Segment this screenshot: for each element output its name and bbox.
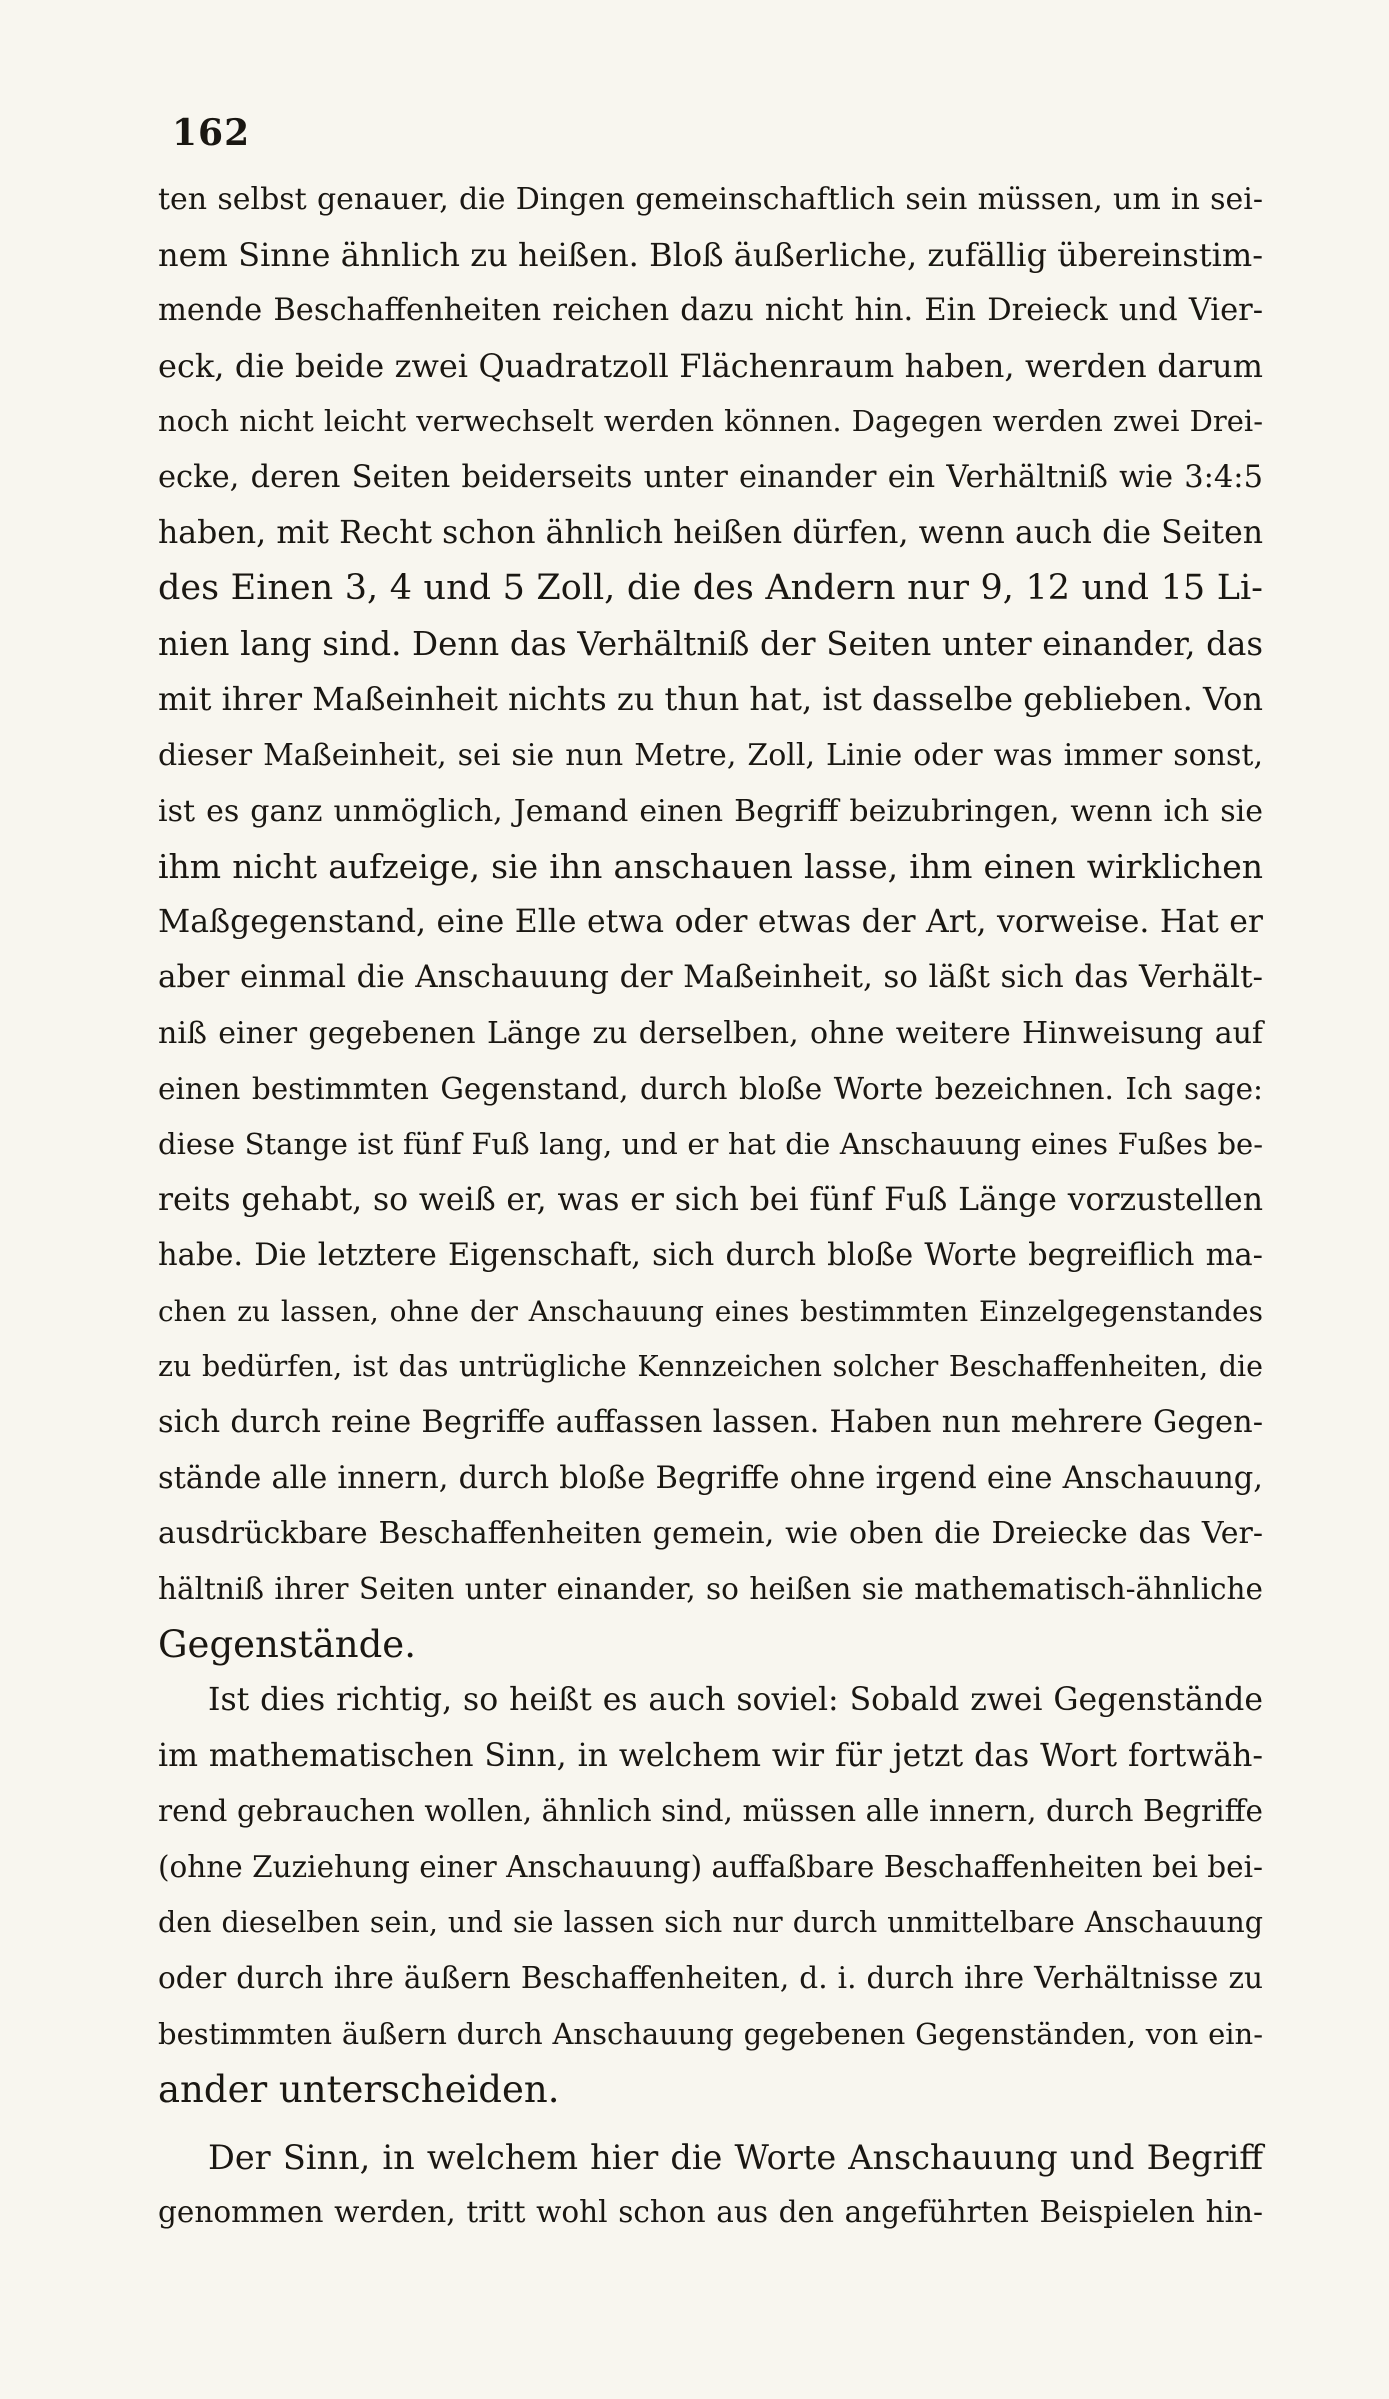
text-line: nien lang sind. Denn das Verhältniß der Seiten unter einander, das	[158, 624, 1263, 663]
text-line: hältniß ihrer Seiten unter einander, so heißen sie mathematisch-ähnliche	[158, 1571, 1263, 1606]
body-text	[158, 172, 1263, 2241]
text-line: ten selbst genauer, die Dingen gemeinschaftlich sein müssen, um in sei-	[158, 182, 1263, 217]
text-line: mende Beschaffenheiten reichen dazu nicht hin. Ein Dreieck und Vier-	[158, 293, 1263, 329]
text-line: einen bestimmten Gegenstand, durch bloße Worte bezeichnen. Ich sage:	[158, 1071, 1263, 1106]
text-line: Ist dies richtig, so heißt es auch soviel: Sobald zwei Gegenstände	[208, 1682, 1263, 1719]
text-line: ander unterscheiden.	[158, 2068, 560, 2112]
text-line: mit ihrer Maßeinheit nichts zu thun hat, ist dasselbe geblieben. Von	[158, 680, 1263, 719]
page-number: 162	[172, 112, 251, 154]
text-line: bestimmten äußern durch Anschauung gegebenen Gegenständen, von ein-	[158, 2016, 1263, 2051]
text-line: Der Sinn, in welchem hier die Worte Anschauung und Begriff	[208, 2137, 1263, 2177]
text-line: ihm nicht aufzeige, sie ihn anschauen lasse, ihm einen wirklichen	[158, 847, 1263, 887]
paragraph-2	[158, 1673, 1263, 2118]
text-line: niß einer gegebenen Länge zu derselben, ohne weitere Hinweisung auf	[158, 1015, 1263, 1051]
text-line: im mathematischen Sinn, in welchem wir für jetzt das Wort fortwäh-	[158, 1737, 1263, 1774]
text-line: Gegenstände.	[158, 1623, 416, 1667]
text-line: aber einmal die Anschauung der Maßeinheit, so läßt sich das Verhält-	[158, 959, 1263, 996]
text-line: stände alle innern, durch bloße Begriffe ohne irgend eine Anschauung,	[158, 1460, 1263, 1496]
text-line: chen zu lassen, ohne der Anschauung eines bestimmten Einzelgegenstandes	[158, 1294, 1263, 1328]
text-line: noch nicht leicht verwechselt werden können. Dagegen werden zwei Drei-	[158, 404, 1263, 439]
paragraph-3	[158, 2130, 1263, 2241]
text-line: rend gebrauchen wollen, ähnlich sind, müssen alle innern, durch Begriffe	[158, 1794, 1263, 1829]
text-line: genommen werden, tritt wohl schon aus den angeführten Beispielen hin-	[158, 2195, 1263, 2230]
text-line: (ohne Zuziehung einer Anschauung) auffaßbare Beschaffenheiten bei bei-	[158, 1849, 1263, 1884]
text-line: ist es ganz unmöglich, Jemand einen Begriff beizubringen, wenn ich sie	[158, 793, 1263, 829]
paragraph-1	[158, 172, 1263, 1673]
text-line: eck, die beide zwei Quadratzoll Flächenraum haben, werden darum	[158, 346, 1263, 385]
text-line: dieser Maßeinheit, sei sie nun Metre, Zoll, Linie oder was immer sonst,	[158, 737, 1263, 773]
text-line: ecke, deren Seiten beiderseits unter einander ein Verhältniß wie 3:4:5	[158, 459, 1263, 495]
text-line: zu bedürfen, ist das untrügliche Kennzeichen solcher Beschaffenheiten, die	[158, 1350, 1263, 1384]
paragraph-gap	[158, 2118, 1263, 2130]
text-line: ausdrückbare Beschaffenheiten gemein, wie oben die Dreiecke das Ver-	[158, 1516, 1263, 1552]
text-line: habe. Die letztere Eigenschaft, sich durch bloße Worte begreiflich ma-	[158, 1238, 1263, 1274]
text-line: reits gehabt, so weiß er, was er sich bei fünf Fuß Länge vorzustellen	[158, 1181, 1263, 1218]
text-line: Maßgegenstand, eine Elle etwa oder etwas der Art, vorweise. Hat er	[158, 903, 1263, 940]
text-line: diese Stange ist fünf Fuß lang, und er hat die Anschauung eines Fußes be-	[158, 1127, 1263, 1162]
text-line: oder durch ihre äußern Beschaffenheiten, d. i. durch ihre Verhältnisse zu	[158, 1961, 1263, 1995]
text-line: nem Sinne ähnlich zu heißen. Bloß äußerliche, zufällig übereinstim-	[158, 235, 1263, 274]
text-line: des Einen 3, 4 und 5 Zoll, die des Andern nur 9, 12 und 15 Li-	[158, 568, 1263, 609]
text-line: den dieselben sein, und sie lassen sich nur durch unmittelbare Anschauung	[158, 1906, 1263, 1940]
text-line: haben, mit Recht schon ähnlich heißen dürfen, wenn auch die Seiten	[158, 514, 1263, 551]
text-line: sich durch reine Begriffe auffassen lassen. Haben nun mehrere Gegen-	[158, 1405, 1263, 1441]
